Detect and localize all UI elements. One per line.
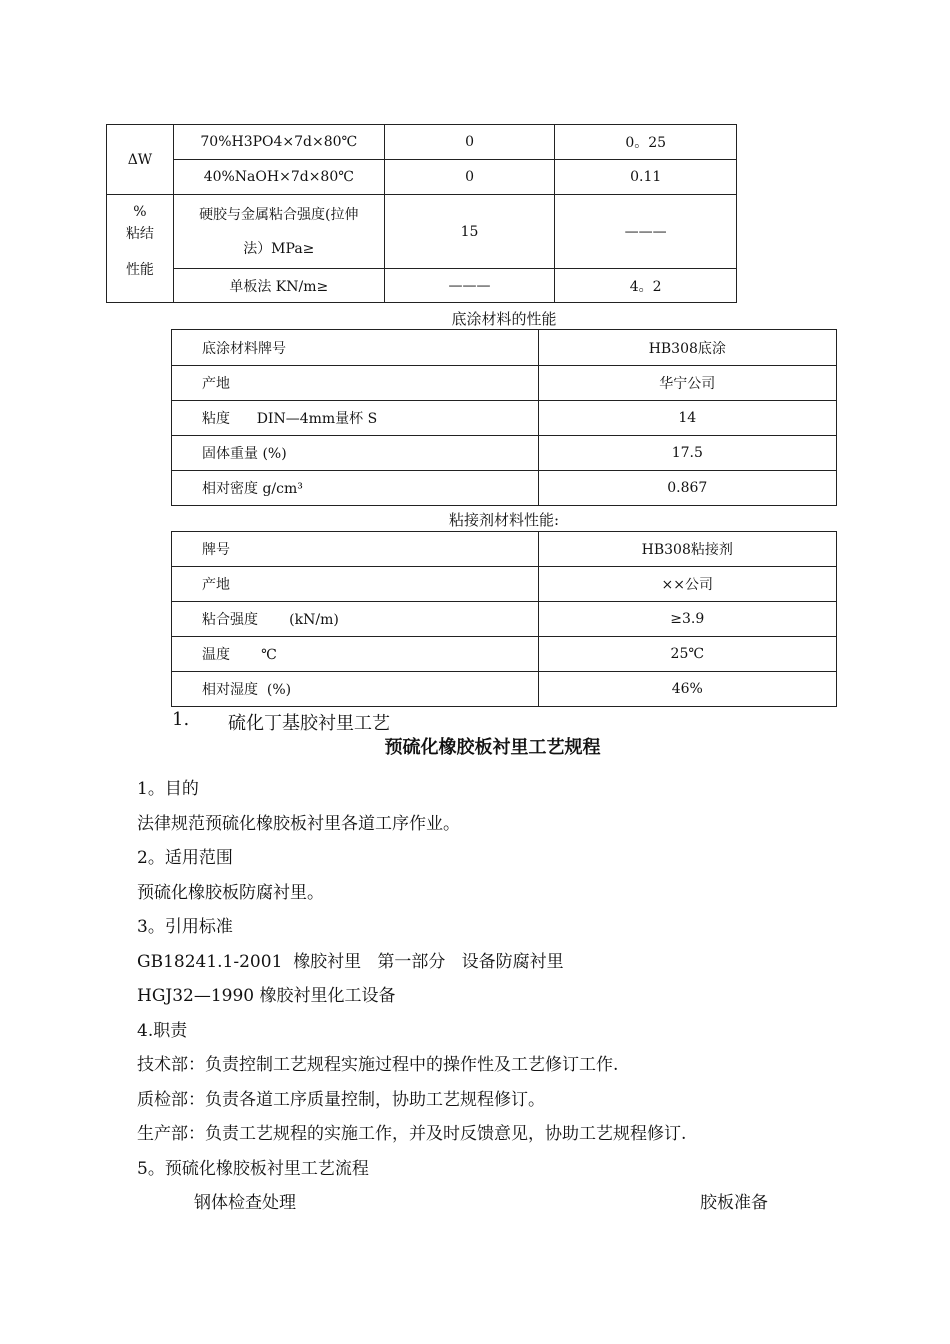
label-cell: 粘度 DIN—4mm量杯 S (172, 401, 539, 436)
value-cell: 17.5 (538, 436, 836, 471)
value-cell: ——— (384, 269, 555, 303)
value-cell: HB308底涂 (538, 330, 836, 366)
group-cell-bond: % 粘结 性能 (107, 195, 174, 303)
label-cell: 相对密度 g/cm³ (172, 471, 539, 506)
item-cell: 70%H3PO4×7d×80℃ (173, 125, 384, 160)
value-cell: 14 (538, 401, 836, 436)
section-number: 1. (172, 709, 190, 730)
label-cell: 粘合强度 (kN/m) (172, 602, 539, 637)
value-cell: 华宁公司 (538, 366, 836, 401)
value-cell: ××公司 (538, 567, 836, 602)
body-line: 生产部：负责工艺规程的实施工作，并及时反馈意见，协助工艺规程修订. (137, 1124, 687, 1144)
label-cell: 产地 (172, 366, 539, 401)
section-heading: 硫化丁基胶衬里工艺 (228, 713, 390, 734)
label-cell: 底涂材料牌号 (172, 330, 539, 366)
label-cell: 温度 ℃ (172, 637, 539, 672)
body-line: HGJ32—1990 橡胶衬里化工设备 (137, 986, 396, 1006)
value-cell: 0 (384, 160, 555, 195)
doc-title: 预硫化橡胶板衬里工艺规程 (384, 737, 601, 758)
value-cell: 0。25 (555, 125, 737, 160)
body-line: GB18241.1-2001 橡胶衬里 第一部分 设备防腐衬里 (137, 952, 564, 972)
value-cell: 4。2 (555, 269, 737, 303)
label-cell: 产地 (172, 567, 539, 602)
body-line: 3。引用标准 (137, 917, 233, 937)
value-cell: 15 (384, 195, 555, 269)
body-line: 2。适用范围 (137, 848, 233, 868)
value-cell: HB308粘接剂 (538, 532, 836, 567)
value-cell: 25℃ (538, 637, 836, 672)
label-cell: 固体重量 (%) (172, 436, 539, 471)
value-cell: ——— (555, 195, 737, 269)
value-cell: 0 (384, 125, 555, 160)
item-cell: 单板法 KN/m≥ (173, 269, 384, 303)
value-cell: 0.867 (538, 471, 836, 506)
flow-step-sheet-prep: 胶板准备 (700, 1193, 768, 1213)
body-line: 4.职责 (137, 1021, 188, 1041)
body-line: 技术部：负责控制工艺规程实施过程中的操作性及工艺修订工作. (137, 1055, 619, 1075)
adhesive-table-caption: 粘接剂材料性能: (448, 511, 560, 529)
primer-table (171, 329, 837, 506)
primer-table-caption: 底涂材料的性能 (451, 310, 557, 328)
body-line: 5。预硫化橡胶板衬里工艺流程 (137, 1159, 369, 1179)
item-cell: 硬胶与金属粘合强度(拉伸 法）MPa≥ (173, 195, 384, 269)
group-cell-dw: ΔW (107, 125, 174, 195)
corrosion-bond-table (106, 124, 737, 303)
value-cell: 0.11 (555, 160, 737, 195)
item-cell: 40%NaOH×7d×80℃ (173, 160, 384, 195)
adhesive-table (171, 531, 837, 707)
body-line: 预硫化橡胶板防腐衬里。 (137, 883, 324, 903)
flow-step-steel-check: 钢体检查处理 (194, 1193, 296, 1213)
body-line: 法律规范预硫化橡胶板衬里各道工序作业。 (137, 814, 460, 834)
body-line: 质检部：负责各道工序质量控制，协助工艺规程修订。 (137, 1090, 545, 1110)
value-cell: 46% (538, 672, 836, 707)
label-cell: 牌号 (172, 532, 539, 567)
value-cell: ≥3.9 (538, 602, 836, 637)
label-cell: 相对湿度 (%) (172, 672, 539, 707)
body-line: 1。目的 (137, 779, 199, 799)
